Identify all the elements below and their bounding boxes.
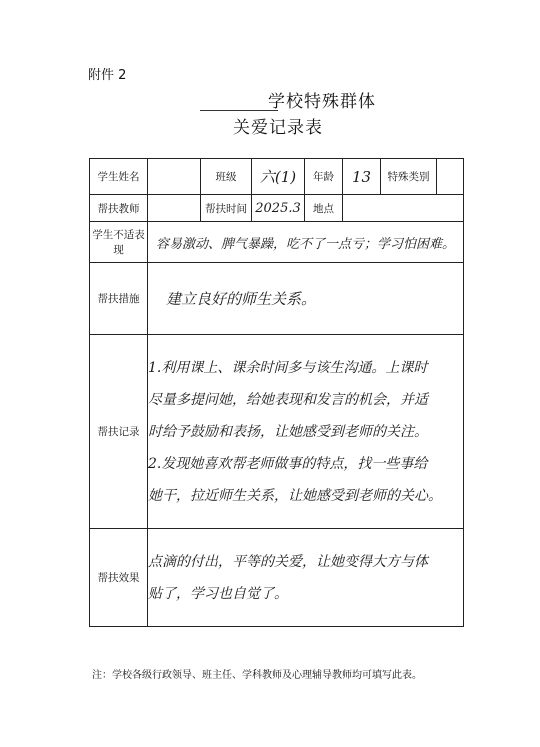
record-line: 时给予鼓励和表扬，让她感受到老师的关注。	[148, 423, 428, 440]
effect-line: 贴了，学习也自觉了。	[148, 585, 288, 602]
class-label: 班级	[201, 159, 252, 195]
special-type-value[interactable]	[437, 159, 464, 195]
effect-label: 帮扶效果	[90, 529, 148, 627]
record-line: 2.发现她喜欢帮老师做事的特点，找一些事给	[148, 455, 428, 472]
student-name-label: 学生姓名	[90, 159, 148, 195]
record-line: 尽量多提问她，给她表现和发言的机会，并适	[148, 391, 428, 408]
attachment-label: 附件 2	[88, 68, 127, 83]
performance-label: 学生不适表现	[90, 222, 148, 263]
place-value[interactable]	[343, 195, 464, 222]
row-record	[90, 335, 464, 529]
page-title-line2: 关爱记录表	[233, 118, 323, 138]
performance-value[interactable]: 容易激动、脾气暴躁，吃不了一点亏；学习怕困难。	[148, 222, 464, 263]
row-assist-info	[90, 195, 464, 222]
row-performance	[90, 222, 464, 263]
age-label: 年龄	[305, 159, 343, 195]
row-basic-info	[90, 159, 464, 195]
row-measures	[90, 263, 464, 335]
assist-time-label: 帮扶时间	[201, 195, 252, 222]
footnote: 注：学校各级行政领导、班主任、学科教师及心理辅导教师均可填写此表。	[92, 670, 422, 681]
title-rule	[200, 110, 278, 111]
measures-label: 帮扶措施	[90, 263, 148, 335]
student-name-value[interactable]	[148, 159, 201, 195]
effect-line: 点滴的付出，平等的关爱，让她变得大方与体	[148, 553, 428, 570]
assist-time-value[interactable]: 2025.3	[252, 195, 305, 222]
record-label: 帮扶记录	[90, 335, 148, 529]
place-label: 地点	[305, 195, 343, 222]
care-record-table	[89, 158, 464, 627]
special-type-label: 特殊类别	[381, 159, 437, 195]
assist-teacher-value[interactable]	[148, 195, 201, 222]
row-effect	[90, 529, 464, 627]
class-value[interactable]: 六(1)	[252, 159, 305, 195]
page-title-line1: 学校特殊群体	[268, 92, 376, 112]
measures-value[interactable]: 建立良好的师生关系。	[148, 263, 464, 335]
record-line: 1.利用课上、课余时间多与该生沟通。上课时	[148, 359, 428, 376]
assist-teacher-label: 帮扶教师	[90, 195, 148, 222]
record-line: 她干，拉近师生关系，让她感受到老师的关心。	[148, 487, 442, 504]
record-value[interactable]	[148, 335, 464, 529]
age-value[interactable]: 13	[343, 159, 381, 195]
effect-value[interactable]	[148, 529, 464, 627]
